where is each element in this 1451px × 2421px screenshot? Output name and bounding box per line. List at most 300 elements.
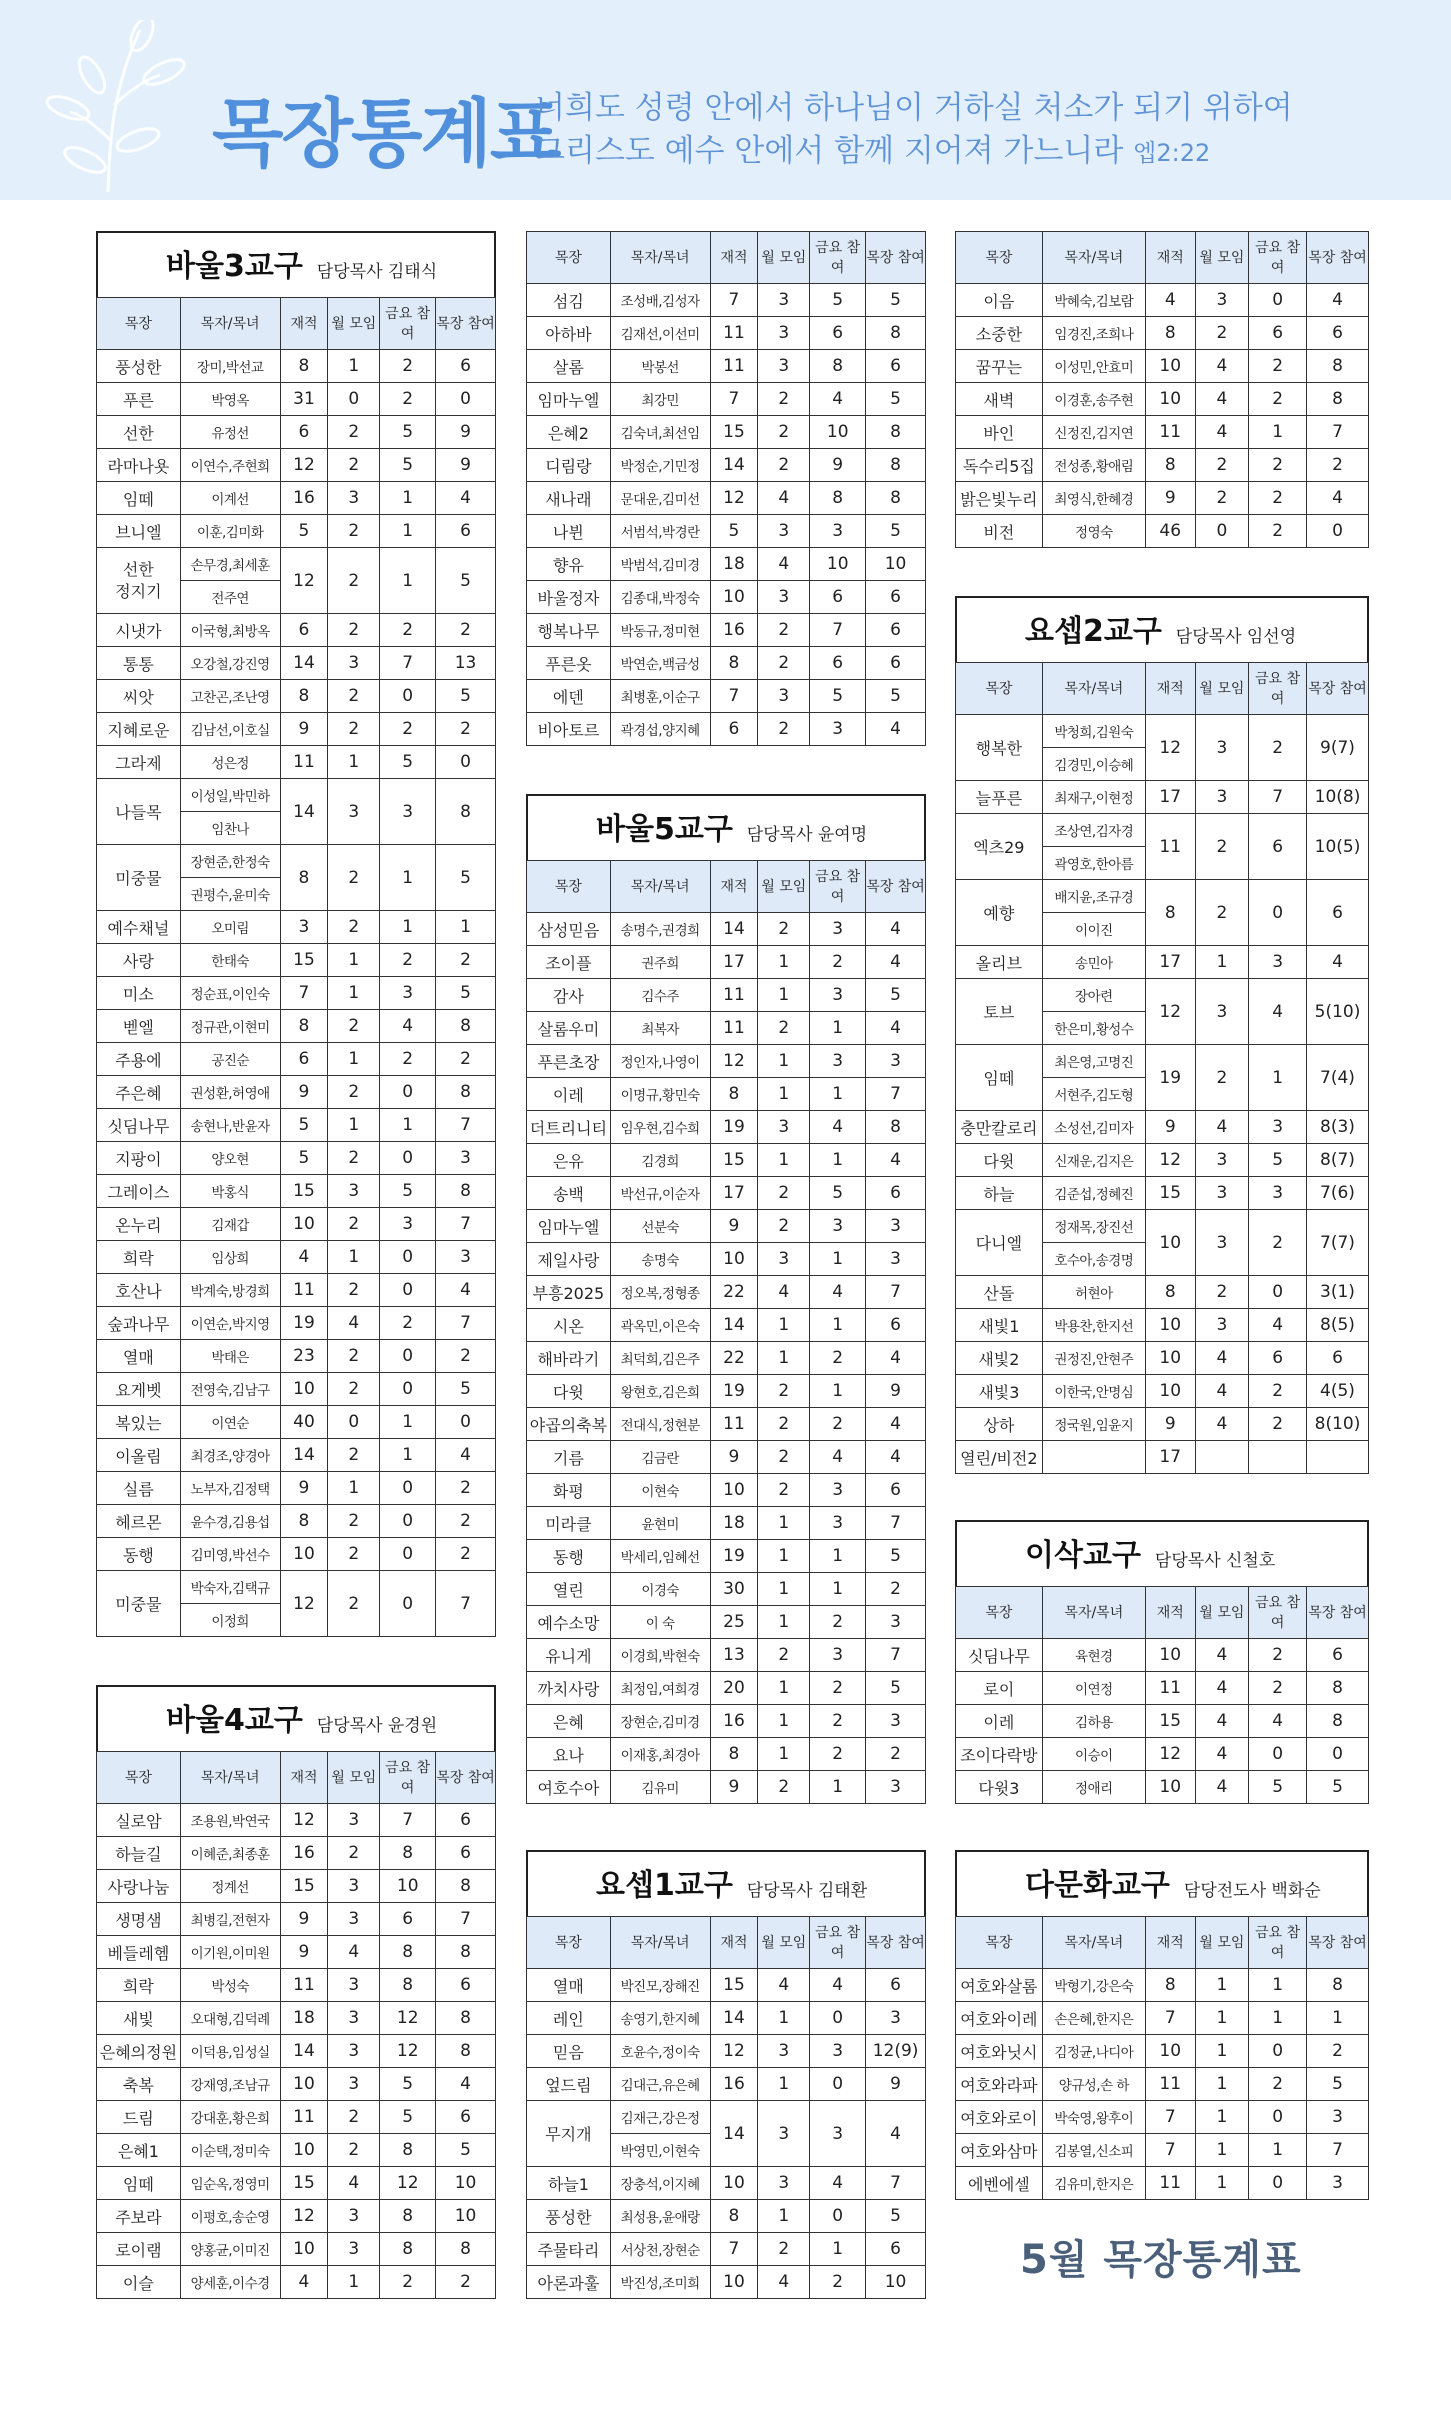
table-row xyxy=(527,449,926,482)
cell-mokjang-attend: 8(10) xyxy=(1307,1408,1369,1441)
table-row xyxy=(956,317,1369,350)
table-row xyxy=(97,1142,496,1175)
cell-leaders: 장현순,김미경 xyxy=(610,1705,710,1738)
cell-friday: 2 xyxy=(380,1043,436,1076)
table-row xyxy=(97,416,496,449)
group-pastor: 담당전도사 백화순 xyxy=(1183,1881,1321,1901)
cell-leaders: 이 숙 xyxy=(610,1606,710,1639)
cell-mokjang-attend: 2 xyxy=(436,944,496,977)
table-row xyxy=(97,1307,496,1340)
cell-monthly: 2 xyxy=(328,548,380,614)
cell-monthly: 2 xyxy=(1195,482,1249,515)
table-row xyxy=(527,614,926,647)
cell-friday: 3 xyxy=(810,1474,866,1507)
table-row xyxy=(97,2266,496,2299)
cell-enrolled: 31 xyxy=(280,383,328,416)
cell-enrolled: 4 xyxy=(280,2266,328,2299)
table-row xyxy=(527,1078,926,1111)
cell-friday: 2 xyxy=(1249,350,1307,383)
cell-leaders: 노부자,김정택 xyxy=(180,1472,280,1505)
cell-enrolled: 11 xyxy=(1145,1672,1195,1705)
cell-mokjang: 새빛3 xyxy=(956,1375,1043,1408)
cell-enrolled: 8 xyxy=(710,1738,758,1771)
table-header-row xyxy=(97,298,496,350)
table-row xyxy=(956,1111,1369,1144)
table-row xyxy=(527,1474,926,1507)
cell-friday: 1 xyxy=(380,1439,436,1472)
cell-leaders: 권주희 xyxy=(610,946,710,979)
cell-friday: 8 xyxy=(380,1969,436,2002)
page-title: 목장통계표 xyxy=(212,91,560,177)
cell-mokjang-attend: 6 xyxy=(866,1474,926,1507)
table-row xyxy=(97,779,496,812)
cell-leaders: 박진성,조미희 xyxy=(610,2266,710,2299)
cell-enrolled: 11 xyxy=(710,979,758,1012)
cell-mokjang: 아론과훌 xyxy=(527,2266,611,2299)
cell-leaders: 고찬곤,조난영 xyxy=(180,680,280,713)
cell-friday: 1 xyxy=(380,845,436,911)
table-row xyxy=(527,1276,926,1309)
cell-friday: 3 xyxy=(810,913,866,946)
cell-mokjang-attend: 7(6) xyxy=(1307,1177,1369,1210)
column-header: 목장 참여 xyxy=(436,1752,496,1804)
group-pastor: 담당목사 김태환 xyxy=(746,1881,868,1901)
cell-enrolled: 11 xyxy=(280,2101,328,2134)
column-header: 목자/목녀 xyxy=(610,861,710,913)
cell-mokjang: 여호와라파 xyxy=(956,2068,1043,2101)
cell-monthly: 3 xyxy=(1195,1177,1249,1210)
cell-mokjang-attend: 5 xyxy=(436,977,496,1010)
cell-leaders: 최은영,고명진 xyxy=(1042,1045,1145,1078)
cell-enrolled: 8 xyxy=(710,647,758,680)
cell-enrolled: 8 xyxy=(1145,449,1195,482)
cell-friday: 8 xyxy=(380,2134,436,2167)
cell-friday: 3 xyxy=(1249,1177,1307,1210)
cell-mokjang: 싯딤나무 xyxy=(956,1639,1043,1672)
cell-enrolled: 14 xyxy=(280,779,328,845)
cell-leaders: 최복자 xyxy=(610,1012,710,1045)
cell-mokjang-attend: 1 xyxy=(436,911,496,944)
cell-friday: 1 xyxy=(810,1375,866,1408)
cell-mokjang-attend: 8 xyxy=(436,1010,496,1043)
column-header: 목자/목녀 xyxy=(1042,1917,1145,1969)
cell-mokjang: 미중물 xyxy=(97,1571,181,1637)
cell-mokjang: 온누리 xyxy=(97,1208,181,1241)
cell-friday: 5 xyxy=(380,2068,436,2101)
cell-enrolled: 9 xyxy=(1145,1408,1195,1441)
cell-enrolled: 8 xyxy=(280,1505,328,1538)
cell-enrolled: 8 xyxy=(1145,880,1195,946)
cell-enrolled: 7 xyxy=(1145,2002,1195,2035)
cell-monthly: 1 xyxy=(758,1540,810,1573)
cell-mokjang: 여호와살롬 xyxy=(956,1969,1043,2002)
cell-enrolled: 14 xyxy=(710,913,758,946)
cell-friday: 4 xyxy=(810,1111,866,1144)
cell-enrolled: 16 xyxy=(280,482,328,515)
cell-monthly: 3 xyxy=(328,1969,380,2002)
cell-mokjang: 여호와삼마 xyxy=(956,2134,1043,2167)
cell-friday: 1 xyxy=(1249,2002,1307,2035)
cell-friday: 0 xyxy=(380,1340,436,1373)
column-header: 금요 참여 xyxy=(1249,1917,1307,1969)
cell-mokjang-attend: 3 xyxy=(866,1606,926,1639)
cell-friday: 3 xyxy=(810,2101,866,2167)
cell-enrolled: 12 xyxy=(710,1045,758,1078)
footer-caption: 5월 목장통계표 xyxy=(1020,2237,1302,2283)
cell-monthly: 1 xyxy=(758,2002,810,2035)
cell-leaders: 송명숙 xyxy=(610,1243,710,1276)
cell-leaders: 송현나,반윤자 xyxy=(180,1109,280,1142)
cell-friday: 3 xyxy=(380,779,436,845)
cell-leaders: 박성숙 xyxy=(180,1969,280,2002)
cell-leaders: 이현숙 xyxy=(610,1474,710,1507)
column-header: 목자/목녀 xyxy=(1042,1587,1145,1639)
table-row xyxy=(527,979,926,1012)
cell-enrolled: 10 xyxy=(280,1373,328,1406)
cell-enrolled: 14 xyxy=(710,449,758,482)
cell-mokjang: 희락 xyxy=(97,1969,181,2002)
table-row xyxy=(97,1208,496,1241)
table-row xyxy=(527,2233,926,2266)
cell-enrolled: 14 xyxy=(710,2101,758,2167)
cell-friday: 0 xyxy=(380,1472,436,1505)
cell-friday: 2 xyxy=(1249,515,1307,548)
cell-friday: 2 xyxy=(380,2266,436,2299)
cell-mokjang-attend: 4 xyxy=(866,946,926,979)
cell-mokjang-attend: 8 xyxy=(866,482,926,515)
cell-mokjang-attend: 8 xyxy=(436,2002,496,2035)
cell-friday: 0 xyxy=(380,1076,436,1109)
cell-leaders: 양규성,손 하 xyxy=(1042,2068,1145,2101)
cell-leaders: 김유미,한지은 xyxy=(1042,2167,1145,2200)
column-header: 월 모임 xyxy=(758,861,810,913)
table-row xyxy=(97,1538,496,1571)
cell-enrolled: 6 xyxy=(280,614,328,647)
cell-monthly: 4 xyxy=(758,1276,810,1309)
cell-friday: 5 xyxy=(810,1177,866,1210)
cell-monthly: 1 xyxy=(1195,1969,1249,2002)
cell-friday: 0 xyxy=(380,1571,436,1637)
cell-monthly: 2 xyxy=(328,1076,380,1109)
stats-table xyxy=(526,231,926,746)
cell-enrolled: 10 xyxy=(280,1208,328,1241)
group-joseph-pre xyxy=(955,231,1369,548)
cell-mokjang-attend: 7 xyxy=(436,1208,496,1241)
cell-friday: 4 xyxy=(810,1276,866,1309)
cell-monthly: 3 xyxy=(1195,979,1249,1045)
cell-leaders: 손무경,최세훈 xyxy=(180,548,280,581)
table-row xyxy=(527,350,926,383)
column-header: 목장 참여 xyxy=(866,1917,926,1969)
cell-monthly: 1 xyxy=(1195,2035,1249,2068)
cell-mokjang: 나들목 xyxy=(97,779,181,845)
cell-mokjang-attend: 5 xyxy=(436,845,496,911)
cell-monthly: 2 xyxy=(328,1373,380,1406)
cell-mokjang-attend: 3 xyxy=(1307,2101,1369,2134)
cell-enrolled: 10 xyxy=(710,2266,758,2299)
cell-enrolled: 12 xyxy=(280,449,328,482)
cell-monthly: 2 xyxy=(758,1408,810,1441)
cell-mokjang-attend: 4 xyxy=(866,2101,926,2167)
cell-enrolled: 5 xyxy=(710,515,758,548)
table-row xyxy=(527,581,926,614)
cell-leaders: 박홍식 xyxy=(180,1175,280,1208)
cell-mokjang-attend: 9 xyxy=(436,449,496,482)
cell-mokjang: 화평 xyxy=(527,1474,611,1507)
cell-monthly: 4 xyxy=(1195,1705,1249,1738)
cell-monthly: 1 xyxy=(758,1078,810,1111)
cell-mokjang-attend: 7 xyxy=(436,1109,496,1142)
cell-friday: 2 xyxy=(380,350,436,383)
cell-friday: 3 xyxy=(380,1208,436,1241)
cell-mokjang-attend: 4 xyxy=(1307,482,1369,515)
cell-enrolled: 15 xyxy=(280,2167,328,2200)
cell-leaders: 문대운,김미선 xyxy=(610,482,710,515)
column-header: 목장 참여 xyxy=(436,298,496,350)
cell-friday: 6 xyxy=(810,317,866,350)
cell-mokjang-attend: 6 xyxy=(866,1177,926,1210)
cell-leaders: 정규관,이현미 xyxy=(180,1010,280,1043)
cell-friday: 2 xyxy=(810,1606,866,1639)
cell-monthly: 1 xyxy=(1195,2101,1249,2134)
cell-enrolled: 9 xyxy=(710,1441,758,1474)
cell-mokjang: 새빛1 xyxy=(956,1309,1043,1342)
cell-mokjang-attend: 6 xyxy=(436,2101,496,2134)
cell-friday: 6 xyxy=(380,1903,436,1936)
cell-leaders: 이기원,이미원 xyxy=(180,1936,280,1969)
cell-mokjang-attend: 8 xyxy=(1307,383,1369,416)
cell-mokjang: 복있는 xyxy=(97,1406,181,1439)
table-header-row xyxy=(527,1917,926,1969)
cell-friday: 6 xyxy=(1249,317,1307,350)
cell-enrolled: 11 xyxy=(1145,416,1195,449)
cell-mokjang: 믿음 xyxy=(527,2035,611,2068)
cell-mokjang: 토브 xyxy=(956,979,1043,1045)
cell-mokjang: 열매 xyxy=(97,1340,181,1373)
table-row xyxy=(97,680,496,713)
cell-enrolled: 46 xyxy=(1145,515,1195,548)
cell-monthly: 2 xyxy=(328,1274,380,1307)
table-row xyxy=(956,1276,1369,1309)
cell-mokjang: 밝은빛누리 xyxy=(956,482,1043,515)
table-row xyxy=(527,1639,926,1672)
column-header: 금요 참여 xyxy=(810,1917,866,1969)
cell-enrolled: 7 xyxy=(710,680,758,713)
table-row xyxy=(956,1408,1369,1441)
cell-monthly: 2 xyxy=(328,416,380,449)
cell-enrolled: 14 xyxy=(710,2002,758,2035)
cell-enrolled: 8 xyxy=(280,350,328,383)
cell-leaders: 박계숙,방경희 xyxy=(180,1274,280,1307)
cell-friday: 5 xyxy=(380,416,436,449)
cell-mokjang-attend: 4 xyxy=(436,1439,496,1472)
table-row xyxy=(527,1969,926,2002)
cell-leaders: 최정임,여희경 xyxy=(610,1672,710,1705)
verse-line-2 xyxy=(535,125,1210,170)
cell-monthly: 1 xyxy=(758,2200,810,2233)
cell-mokjang: 기름 xyxy=(527,1441,611,1474)
cell-mokjang: 브니엘 xyxy=(97,515,181,548)
cell-mokjang: 더트리니티 xyxy=(527,1111,611,1144)
cell-friday: 1 xyxy=(810,1078,866,1111)
cell-monthly: 2 xyxy=(758,713,810,746)
cell-monthly: 1 xyxy=(758,1738,810,1771)
cell-monthly: 4 xyxy=(1195,1738,1249,1771)
cell-mokjang-attend: 7 xyxy=(866,1507,926,1540)
cell-mokjang-attend: 3 xyxy=(866,1045,926,1078)
cell-mokjang-attend: 10 xyxy=(436,2200,496,2233)
group-name: 요셉2교구 xyxy=(1025,614,1162,649)
column-header: 목장 xyxy=(527,861,611,913)
table-row xyxy=(956,515,1369,548)
cell-monthly: 4 xyxy=(1195,1342,1249,1375)
table-row xyxy=(97,977,496,1010)
table-row xyxy=(97,1837,496,1870)
cell-mokjang: 사랑 xyxy=(97,944,181,977)
cell-leaders: 장미,박선교 xyxy=(180,350,280,383)
cell-mokjang: 임떼 xyxy=(97,482,181,515)
cell-monthly: 1 xyxy=(1195,2134,1249,2167)
column-header: 목장 xyxy=(956,1917,1043,1969)
cell-mokjang: 꿈꾸는 xyxy=(956,350,1043,383)
table-row xyxy=(97,2068,496,2101)
table-row xyxy=(97,614,496,647)
table-row xyxy=(97,1439,496,1472)
cell-mokjang-attend: 4 xyxy=(866,1342,926,1375)
cell-mokjang: 동행 xyxy=(527,1540,611,1573)
cell-monthly: 2 xyxy=(758,416,810,449)
cell-monthly: 1 xyxy=(328,944,380,977)
cell-friday: 1 xyxy=(810,1144,866,1177)
cell-friday: 2 xyxy=(810,1672,866,1705)
column-header: 금요 참여 xyxy=(380,1752,436,1804)
cell-monthly: 2 xyxy=(758,2233,810,2266)
table-row xyxy=(527,1375,926,1408)
cell-monthly: 2 xyxy=(328,1571,380,1637)
cell-friday: 4 xyxy=(810,1441,866,1474)
cell-enrolled: 5 xyxy=(280,1109,328,1142)
cell-monthly: 2 xyxy=(1195,880,1249,946)
cell-mokjang: 바인 xyxy=(956,416,1043,449)
cell-mokjang-attend: 5 xyxy=(1307,1771,1369,1804)
cell-mokjang-attend: 6 xyxy=(866,2233,926,2266)
cell-mokjang: 조이플 xyxy=(527,946,611,979)
cell-leaders: 정재목,장진선 xyxy=(1042,1210,1145,1243)
cell-mokjang-attend xyxy=(1307,1441,1369,1474)
cell-monthly: 3 xyxy=(758,2035,810,2068)
cell-leaders: 박동규,정미현 xyxy=(610,614,710,647)
cell-mokjang-attend: 7 xyxy=(436,1307,496,1340)
table-row xyxy=(527,647,926,680)
table-row xyxy=(97,911,496,944)
column-header: 목자/목녀 xyxy=(1042,232,1145,284)
cell-enrolled: 10 xyxy=(710,1474,758,1507)
cell-friday: 0 xyxy=(1249,1738,1307,1771)
cell-mokjang-attend: 6 xyxy=(1307,880,1369,946)
column-header: 금요 참여 xyxy=(1249,663,1307,715)
table-header-row xyxy=(527,861,926,913)
cell-leaders: 김정균,나디아 xyxy=(1042,2035,1145,2068)
cell-mokjang: 산돌 xyxy=(956,1276,1043,1309)
cell-mokjang-attend: 4 xyxy=(866,913,926,946)
cell-friday: 5 xyxy=(380,1175,436,1208)
cell-leaders: 이혜준,최종훈 xyxy=(180,1837,280,1870)
cell-mokjang-attend: 7 xyxy=(436,1903,496,1936)
cell-friday: 2 xyxy=(1249,449,1307,482)
cell-friday: 0 xyxy=(810,2002,866,2035)
cell-enrolled: 9 xyxy=(1145,482,1195,515)
cell-mokjang-attend: 6 xyxy=(436,350,496,383)
table-row xyxy=(97,2002,496,2035)
cell-leaders: 임우현,김수희 xyxy=(610,1111,710,1144)
cell-mokjang-attend: 6 xyxy=(436,1804,496,1837)
column-header: 목장 참여 xyxy=(1307,1917,1369,1969)
cell-mokjang-attend: 6 xyxy=(436,1837,496,1870)
column-header: 월 모임 xyxy=(1195,1917,1249,1969)
table-row xyxy=(97,2233,496,2266)
cell-friday: 2 xyxy=(810,946,866,979)
cell-friday: 0 xyxy=(380,1505,436,1538)
cell-mokjang: 그레이스 xyxy=(97,1175,181,1208)
column-header: 재적 xyxy=(280,1752,328,1804)
group-paul5 xyxy=(526,794,926,1804)
cell-leaders: 정국원,임윤지 xyxy=(1042,1408,1145,1441)
cell-friday: 3 xyxy=(810,515,866,548)
cell-mokjang: 희락 xyxy=(97,1241,181,1274)
table-row xyxy=(956,449,1369,482)
cell-leaders: 최병훈,이순구 xyxy=(610,680,710,713)
cell-enrolled: 17 xyxy=(1145,781,1195,814)
cell-monthly: 2 xyxy=(328,845,380,911)
cell-leaders: 박연순,백금성 xyxy=(610,647,710,680)
cell-mokjang-attend: 4 xyxy=(866,713,926,746)
table-row xyxy=(956,1705,1369,1738)
cell-friday: 5 xyxy=(380,2101,436,2134)
cell-mokjang-attend: 5(10) xyxy=(1307,979,1369,1045)
group-joseph2 xyxy=(955,596,1369,1474)
cell-monthly: 1 xyxy=(758,979,810,1012)
cell-enrolled: 15 xyxy=(710,416,758,449)
stats-table xyxy=(526,860,926,1804)
table-row xyxy=(956,383,1369,416)
cell-monthly: 2 xyxy=(328,1010,380,1043)
cell-mokjang: 드림 xyxy=(97,2101,181,2134)
cell-monthly: 3 xyxy=(328,2233,380,2266)
table-row xyxy=(956,1309,1369,1342)
column-header: 금요 참여 xyxy=(1249,232,1307,284)
table-row xyxy=(97,647,496,680)
table-row xyxy=(527,1441,926,1474)
table-row xyxy=(956,2035,1369,2068)
cell-leaders: 전영숙,김남구 xyxy=(180,1373,280,1406)
column-header: 목장 참여 xyxy=(1307,663,1369,715)
cell-friday: 1 xyxy=(380,1406,436,1439)
table-row xyxy=(527,1012,926,1045)
cell-monthly: 4 xyxy=(1195,1375,1249,1408)
cell-enrolled: 9 xyxy=(280,1472,328,1505)
cell-enrolled: 9 xyxy=(280,1936,328,1969)
cell-mokjang-attend: 8 xyxy=(866,416,926,449)
cell-enrolled: 12 xyxy=(1145,715,1195,781)
cell-monthly: 1 xyxy=(328,1472,380,1505)
cell-mokjang: 충만칼로리 xyxy=(956,1111,1043,1144)
cell-mokjang-attend: 8 xyxy=(436,1936,496,1969)
cell-mokjang-attend: 8 xyxy=(1307,1969,1369,2002)
cell-mokjang: 다윗 xyxy=(527,1375,611,1408)
cell-monthly: 2 xyxy=(328,911,380,944)
group-title-bar xyxy=(96,231,496,297)
cell-mokjang-attend: 5 xyxy=(436,680,496,713)
